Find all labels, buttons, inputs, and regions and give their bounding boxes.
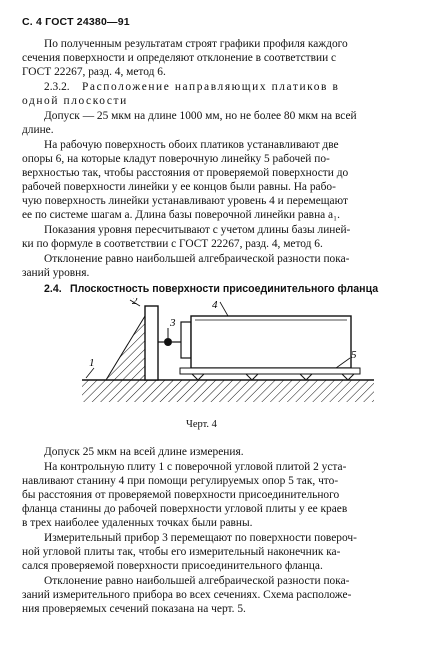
page-header: С. 4 ГОСТ 24380—91 bbox=[22, 16, 130, 28]
text-line: Отклонение равно наибольшей алгебраической разности пока- bbox=[44, 253, 350, 265]
text-line: На рабочую поверхность обоих платиков устанавливают две bbox=[44, 139, 339, 151]
figure-4-diagram bbox=[60, 298, 380, 418]
section-number: 2.3.2. bbox=[44, 81, 70, 93]
figure-caption: Черт. 4 bbox=[186, 419, 217, 430]
support bbox=[192, 374, 204, 380]
text-line: чую поверхность линейки устанавливают уровень 4 и перемещают bbox=[22, 195, 348, 207]
text-line: заний уровня. bbox=[22, 267, 90, 279]
text-line: ки по формуле в соответствии с ГОСТ 22267, разд. 4, метод 6. bbox=[22, 238, 323, 250]
label-3: 3 bbox=[170, 317, 176, 329]
label-2: 2 bbox=[132, 298, 138, 307]
text-line: фланца станины до рабочей поверхности угловой плиты у ее краев bbox=[22, 503, 348, 515]
text-line: Отклонение равно наибольшей алгебраической разности пока- bbox=[44, 575, 350, 587]
text-line: длине. bbox=[22, 124, 54, 136]
label-4: 4 bbox=[212, 299, 218, 311]
support bbox=[246, 374, 258, 380]
text-line: ГОСТ 22267, разд. 4, метод 6. bbox=[22, 66, 166, 78]
text-line: сался проверяемой поверхности присоединительного фланца. bbox=[22, 560, 323, 572]
text-line: навливают станину 4 при помощи регулируемых опор 5 так, что- bbox=[22, 475, 339, 487]
label-5: 5 bbox=[351, 349, 357, 361]
section-title-flatness: Плоскостность поверхности присоединительного фланца bbox=[70, 283, 379, 295]
text-line: Допуск — 25 мкм на длине 1000 мм, но не более 80 мкм на всей bbox=[44, 110, 357, 122]
text-line: в трех наиболее удаленных точках были равны. bbox=[22, 517, 253, 529]
text-line: ния проверяемых сечений показана на черт. 5. bbox=[22, 603, 246, 615]
angle-plate-gusset bbox=[106, 316, 145, 380]
text-line: Допуск 25 мкм на всей длине измерения. bbox=[44, 446, 244, 458]
section-title: Расположение направляющих платиков в bbox=[82, 81, 340, 93]
label-1: 1 bbox=[89, 357, 95, 369]
text-line: По полученным результатам строят графики профиля каждого bbox=[44, 38, 348, 50]
indicator-body bbox=[164, 338, 172, 346]
text-line: верхностью так, чтобы расстояния от проверяемой поверхности до bbox=[22, 167, 349, 179]
text-line: Измерительный прибор 3 перемещают по поверхности повероч- bbox=[44, 532, 357, 544]
text-line: ее по системе шагам а. Длина базы поверочной линейки равна a₁. bbox=[22, 209, 340, 221]
support-rail bbox=[180, 368, 360, 374]
flange bbox=[181, 322, 191, 358]
text-line: сечения поверхности и определяют отклонение в соответствии с bbox=[22, 52, 337, 64]
support bbox=[342, 374, 354, 380]
text-line: опоры 6, на которые кладут поверочную линейку 5 рабочей по- bbox=[22, 153, 330, 165]
text-line: Показания уровня пересчитывают с учетом длины базы линей- bbox=[44, 224, 351, 236]
text-line: бы расстояния от проверяемой поверхности присоединительного bbox=[22, 489, 340, 501]
section-title-cont: одной плоскости bbox=[22, 95, 128, 107]
section-number-2-4: 2.4. bbox=[44, 283, 62, 295]
text-line: ной угловой плиты так, чтобы его измерительный наконечник ка- bbox=[22, 546, 341, 558]
support bbox=[300, 374, 312, 380]
text-line: рабочей поверхности линейки у ее концов были равны. На рабо- bbox=[22, 181, 336, 193]
bed bbox=[191, 316, 351, 368]
control-plate-hatch bbox=[82, 380, 374, 402]
text-line: На контрольную плиту 1 с поверочной угловой плитой 2 уста- bbox=[44, 461, 347, 473]
angle-plate bbox=[145, 306, 158, 380]
text-line: заний измерительного прибора во всех сечениях. Схема расположе- bbox=[22, 589, 352, 601]
